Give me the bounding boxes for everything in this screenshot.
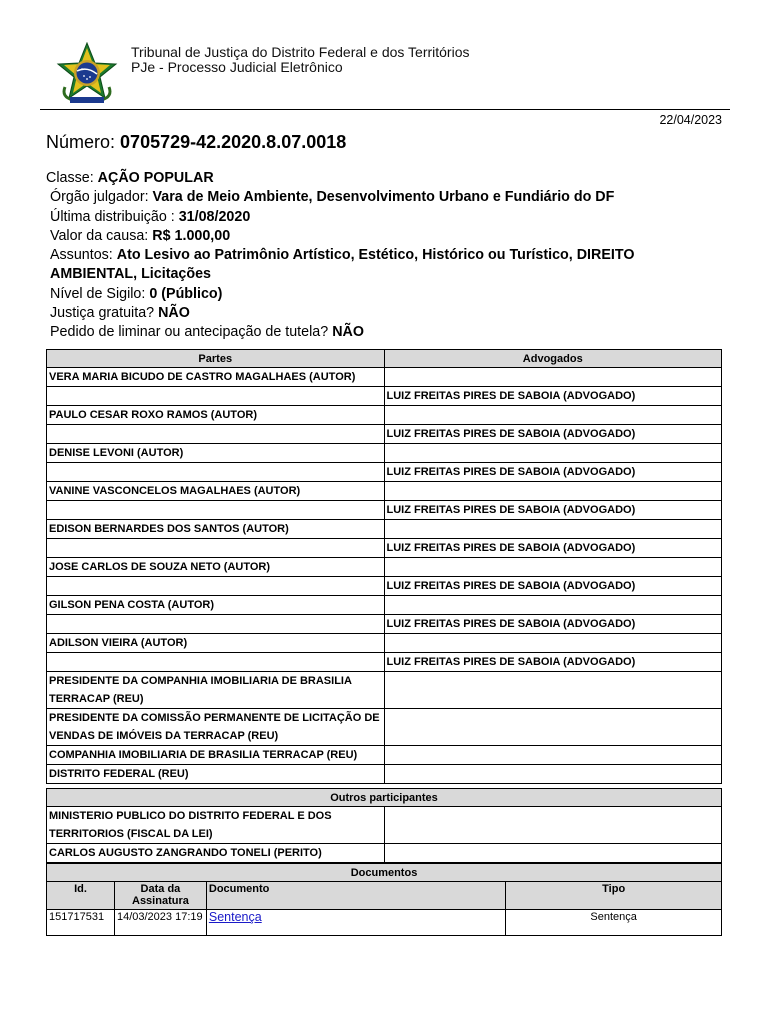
parte-cell: JOSE CARLOS DE SOUZA NETO (AUTOR) xyxy=(47,558,385,577)
parte-cell: GILSON PENA COSTA (AUTOR) xyxy=(47,596,385,615)
table-row xyxy=(47,653,722,672)
table-row xyxy=(47,844,722,863)
parte-cell: MINISTERIO PUBLICO DO DISTRITO FEDERAL E DOS TERRITORIOS (FISCAL DA LEI) xyxy=(47,807,385,844)
table-row xyxy=(47,807,722,844)
parte-cell xyxy=(47,615,385,634)
parte-cell: PRESIDENTE DA COMPANHIA IMOBILIARIA DE BRASILIA TERRACAP (REU) xyxy=(47,672,385,709)
table-row xyxy=(47,596,722,615)
advogado-cell xyxy=(384,634,722,653)
outros-table xyxy=(46,788,722,863)
doc-link[interactable]: Sentença xyxy=(208,910,262,924)
advogados-header: Advogados xyxy=(384,350,722,368)
table-row xyxy=(47,539,722,558)
advogado-cell: LUIZ FREITAS PIRES DE SABOIA (ADVOGADO) xyxy=(384,615,722,634)
table-row xyxy=(47,387,722,406)
gratuita-line xyxy=(46,304,726,323)
orgao-label: Órgão julgador: xyxy=(50,189,149,206)
parte-cell: DISTRITO FEDERAL (REU) xyxy=(47,765,385,784)
parte-cell xyxy=(47,501,385,520)
advogado-cell xyxy=(384,520,722,539)
col-tipo: Tipo xyxy=(506,882,722,910)
advogado-cell xyxy=(384,746,722,765)
classe-line xyxy=(46,169,726,188)
institution-header xyxy=(131,45,469,75)
parte-cell: EDISON BERNARDES DOS SANTOS (AUTOR) xyxy=(47,520,385,539)
process-number-value: 0705729-42.2020.8.07.0018 xyxy=(120,132,347,152)
gratuita-value: NÃO xyxy=(158,305,190,322)
table-header-row xyxy=(47,350,722,368)
table-row xyxy=(47,709,722,746)
advogado-cell xyxy=(384,558,722,577)
orgao-line xyxy=(46,188,726,207)
parte-cell xyxy=(47,539,385,558)
brasao-icon xyxy=(54,42,120,108)
parte-cell: CARLOS AUGUSTO ZANGRANDO TONELI (PERITO) xyxy=(47,844,385,863)
partes-table xyxy=(46,349,722,784)
table-row xyxy=(47,634,722,653)
table-row xyxy=(47,746,722,765)
system-name: PJe - Processo Judicial Eletrônico xyxy=(131,59,343,75)
col-id: Id. xyxy=(47,882,115,910)
sigilo-value: 0 (Público) xyxy=(149,285,223,302)
advogado-cell xyxy=(384,672,722,709)
col-data: Data da Assinatura xyxy=(114,882,206,910)
table-header-row xyxy=(47,789,722,807)
advogado-cell: LUIZ FREITAS PIRES DE SABOIA (ADVOGADO) xyxy=(384,501,722,520)
advogado-cell xyxy=(384,406,722,425)
table-header-row xyxy=(47,864,722,882)
liminar-value: NÃO xyxy=(332,324,364,341)
process-number-label: Número: xyxy=(46,132,116,152)
liminar-line xyxy=(46,323,726,342)
table-row xyxy=(47,765,722,784)
advogado-cell: LUIZ FREITAS PIRES DE SABOIA (ADVOGADO) xyxy=(384,387,722,406)
parte-cell: PAULO CESAR ROXO RAMOS (AUTOR) xyxy=(47,406,385,425)
process-metadata xyxy=(46,169,726,343)
doc-documento-cell xyxy=(206,910,505,936)
parte-cell xyxy=(47,425,385,444)
col-documento: Documento xyxy=(206,882,505,910)
documentos-header: Documentos xyxy=(47,864,722,882)
table-row xyxy=(47,444,722,463)
table-row xyxy=(47,463,722,482)
advogado-cell xyxy=(384,368,722,387)
orgao-value: Vara de Meio Ambiente, Desenvolvimento Urbano e Fundiário do DF xyxy=(152,189,615,206)
advogado-cell: LUIZ FREITAS PIRES DE SABOIA (ADVOGADO) xyxy=(384,653,722,672)
parte-cell: ADILSON VIEIRA (AUTOR) xyxy=(47,634,385,653)
table-row xyxy=(47,577,722,596)
parte-cell: VERA MARIA BICUDO DE CASTRO MAGALHAES (AUTOR) xyxy=(47,368,385,387)
classe-value: AÇÃO POPULAR xyxy=(97,170,214,186)
advogado-cell xyxy=(384,807,721,844)
advogado-cell: LUIZ FREITAS PIRES DE SABOIA (ADVOGADO) xyxy=(384,425,722,444)
distribuicao-label: Última distribuição : xyxy=(50,208,175,225)
table-row xyxy=(47,482,722,501)
process-number xyxy=(46,132,346,153)
table-row xyxy=(47,615,722,634)
doc-data: 14/03/2023 17:19 xyxy=(114,910,206,936)
partes-header: Partes xyxy=(47,350,385,368)
advogado-cell xyxy=(384,482,722,501)
advogado-cell: LUIZ FREITAS PIRES DE SABOIA (ADVOGADO) xyxy=(384,577,722,596)
outros-body xyxy=(47,807,722,863)
doc-tipo: Sentença xyxy=(506,910,722,936)
parte-cell: VANINE VASCONCELOS MAGALHAES (AUTOR) xyxy=(47,482,385,501)
advogado-cell xyxy=(384,844,721,863)
advogado-cell: LUIZ FREITAS PIRES DE SABOIA (ADVOGADO) xyxy=(384,463,722,482)
sigilo-label: Nível de Sigilo: xyxy=(50,285,146,302)
table-row xyxy=(47,672,722,709)
valor-value: R$ 1.000,00 xyxy=(152,227,231,244)
table-row xyxy=(47,520,722,539)
doc-id: 151717531 xyxy=(47,910,115,936)
advogado-cell xyxy=(384,709,722,746)
institution-name: Tribunal de Justiça do Distrito Federal e dos Territórios xyxy=(131,44,470,60)
document-header xyxy=(40,38,730,110)
table-column-row xyxy=(47,882,722,910)
assuntos-value: Ato Lesivo ao Patrimônio Artístico, Estético, Histórico ou Turístico, DIREITO AMBIENTAL, Licitações xyxy=(50,247,635,283)
partes-body xyxy=(47,368,722,784)
parte-cell xyxy=(47,463,385,482)
gratuita-label: Justiça gratuita? xyxy=(50,305,155,322)
parte-cell: PRESIDENTE DA COMISSÃO PERMANENTE DE LICITAÇÃO DE VENDAS DE IMÓVEIS DA TERRACAP (REU) xyxy=(47,709,385,746)
table-row xyxy=(47,910,722,936)
advogado-cell xyxy=(384,765,722,784)
table-row xyxy=(47,558,722,577)
table-row xyxy=(47,406,722,425)
classe-label: Classe: xyxy=(46,170,94,186)
distribuicao-value: 31/08/2020 xyxy=(178,208,251,225)
liminar-label: Pedido de liminar ou antecipação de tutela? xyxy=(50,324,329,341)
advogado-cell xyxy=(384,596,722,615)
advogado-cell: LUIZ FREITAS PIRES DE SABOIA (ADVOGADO) xyxy=(384,539,722,558)
assuntos-line xyxy=(46,246,726,285)
parte-cell xyxy=(47,653,385,672)
valor-label: Valor da causa: xyxy=(50,227,149,244)
outros-header: Outros participantes xyxy=(47,789,722,807)
sigilo-line xyxy=(46,285,726,304)
parte-cell: COMPANHIA IMOBILIARIA DE BRASILIA TERRACAP (REU) xyxy=(47,746,385,765)
table-row xyxy=(47,425,722,444)
valor-line xyxy=(46,227,726,246)
table-row xyxy=(47,501,722,520)
advogado-cell xyxy=(384,444,722,463)
parte-cell xyxy=(47,577,385,596)
parte-cell xyxy=(47,387,385,406)
table-row xyxy=(47,368,722,387)
documentos-table xyxy=(46,863,722,936)
assuntos-label: Assuntos: xyxy=(50,247,113,264)
parte-cell: DENISE LEVONI (AUTOR) xyxy=(47,444,385,463)
distribuicao-line xyxy=(46,208,726,227)
print-date: 22/04/2023 xyxy=(659,113,722,127)
